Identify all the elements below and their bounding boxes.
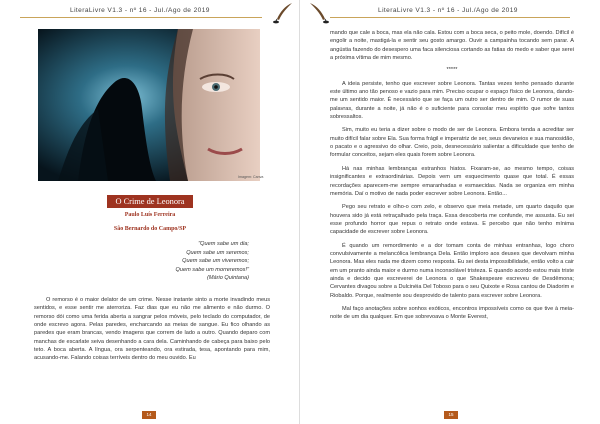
paragraph: Pego seu retrato e olho-o com zelo, e observo que meia metade, um quarto daquilo que houvera sido já está retraçalhado pela traça. Essa descoberta me confunde, me assusta. Eu sei esse profundo horror que repus o retrato onde estava. E percebo que não tenho mínima capacidade de escrever sobre Leonora. (330, 204, 574, 236)
left-header-title: LiteraLivre V1.3 - nº 16 - Jul./Ago de 2019 (70, 7, 210, 14)
right-header (300, 0, 600, 26)
section-break: ***** (446, 67, 458, 74)
epigraph-attribution: (Mário Quintana) (207, 275, 249, 281)
paragraph: Sim, muito eu teria a dizer sobre o modo de ser de Leonora. Embora tenda a acreditar ser muito difícil falar sobre Ela. Sua forma frágil e imperatriz de ser, seus devaneios e sua manosidão, o pacato e o agressivo do olhar. Creio, pois, desnecessário salientar a dificuldade que tenho de formular conceitos, sejam eles quais forem sobre Leonora. (330, 127, 574, 159)
paragraph: O remorso é o maior delator de um crime. Nesse instante sinto a morte invadindo meus sentidos, e esse sentir me aterroriza. Faz dias que eu não me alimento e não durmo. O remorso dói como uma ferida aberta a sangrar pelos móveis, pelo teclado do computador, de onde escrevo agora. Pelas paredes, encharcando as meias de sangue. Eu fico olhando as paredes que eram brancas, vendo imagens que correm de lado a outro. Quando deparo com manchas de escarlate seiva desenhando a cara dela. Caminhando de cabeça para baixo pelo teto. A boca aberta. A língua, ora serpenteando, ora estirada, tesa, apontando para mim, acusando-me. Falando coisas terríveis dentro do meu ouvido. Eu (34, 297, 270, 362)
epigraph (176, 240, 249, 283)
left-page-number: 14 (142, 411, 156, 419)
left-header (0, 0, 300, 26)
story-location: São Bernardo do Campo/SP (113, 226, 187, 232)
right-header-title: LiteraLivre V1.3 - nº 16 - Jul./Ago de 2019 (378, 7, 518, 14)
right-page (300, 0, 600, 424)
quill-ink-icon (308, 2, 330, 24)
epigraph-line: Quem sabe um seremos; (186, 249, 249, 256)
story-title: O Crime de Leonora (107, 195, 193, 208)
left-header-rule (20, 17, 262, 18)
image-credit: Imagem: Canva (238, 175, 264, 179)
right-page-number: 15 (444, 411, 458, 419)
epigraph-line: Quem sabe um morreremos!" (175, 266, 249, 273)
epigraph-line: "Quem sabe um dia; (198, 241, 249, 247)
right-header-rule (330, 17, 570, 18)
paragraph: Há nas minhas lembranças estranhos hiatos. Fixaram-se, ao mesmo tempo, coisas insignificantes e extraordinárias. Depois vem um esquecimento quase que total. É essas recordações aparecem-me sempre emaranhadas e esmaecidas. Nada se organiza em minha memória. Daí o motivo de nada poder escrever sobre Leonora. Então... (330, 165, 574, 197)
story-author: Paulo Luís Ferreira (124, 212, 176, 218)
epigraph-line: Quem sabe um viveremos; (182, 258, 249, 264)
paragraph: Mal faço anotações sobre sonhos exóticos, encontros impossíveis como os que tive à meia-noite de um dia qualquer. Em que sobrevoava o Monte Everest, (330, 305, 574, 321)
quill-ink-icon (272, 2, 294, 24)
paragraph: A ideia persiste, tenho que escrever sobre Leonora. Tantas vezes tenho pensado durante este último ano tão penoso e vazio para mim. Preciso ocupar o espaço físico de Leonora, dando-me um sentido maior. É necessário que se faça um outro ser dentro de mim. O rumor de suas palavras, durante a noite, já não é o suficiente para consolar meu espírito que sofre tantos sobressaltos. (330, 80, 574, 121)
paragraph: mando que cale a boca, mas ela não cala. Estou com a boca seca, o peito mole, doendo. Difícil é engolir a noite, mastigá-la e sentir seu gosto amargo. Ouvir a campainha tocando sem parar. A angústia fazendo do desespero uma faca silenciosa cortando as fatias do medo e saber que serei a próxima vítima de mim mesmo. (330, 30, 574, 62)
paragraph: É quando um remordimento e a dor tomam conta de minhas entranhas, logo choro convulsivamente a melancólica lembrança Dela. Então imploro aos deuses que devolvam minha Leonora. Mas eles nada me dizem como resposta. Eu sei desta impossibilidade, então volto a cair em um pranto ainda maior e durmo numa inconsolável tristeza. E quando acordo estou mais triste ainda e decido que escreverei de Leonora o que Shakespeare escreveu de Desdêmona; Cervantes divagou sobre a Dulcinéia Del Toboso para o seu Quixote e Rosa cantou de Diadorim e Riobaldo. Porque, realmente sou desprovido de talento para escrever sobre Leonora. (330, 242, 574, 299)
left-body-text (34, 296, 270, 363)
hero-image (38, 29, 260, 181)
right-body-text (330, 29, 574, 322)
